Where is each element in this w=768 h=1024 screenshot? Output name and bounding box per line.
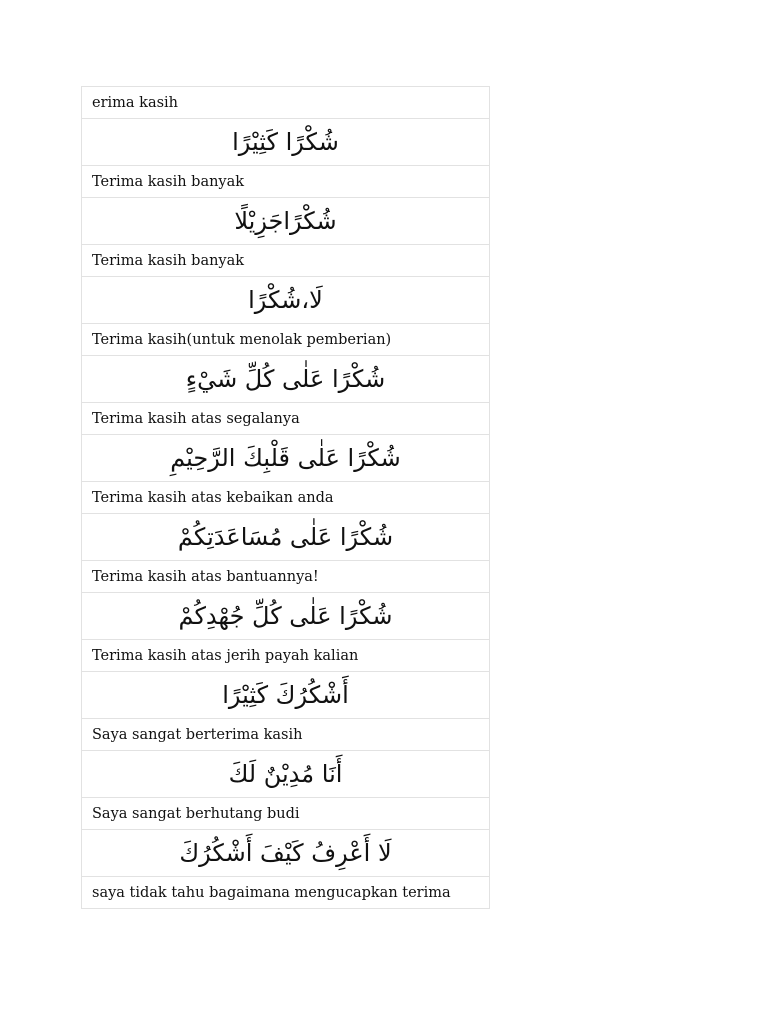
table-row [82,356,490,403]
latin-phrase: saya tidak tahu bagaimana mengucapkan terima [82,877,490,909]
latin-phrase: Terima kasih atas bantuannya! [82,561,490,593]
latin-phrase: erima kasih [82,87,490,119]
arabic-phrase: شُكْرًا كَثِيْرًا [82,119,490,166]
latin-phrase: Terima kasih atas segalanya [82,403,490,435]
table-row [82,561,490,593]
arabic-phrase: أَشْكُرُكَ كَثِيْرًا [82,672,490,719]
latin-phrase: Terima kasih banyak [82,245,490,277]
table-row [82,166,490,198]
table-row [82,640,490,672]
table-row [82,798,490,830]
table-row [82,593,490,640]
table-row [82,482,490,514]
latin-phrase: Saya sangat berterima kasih [82,719,490,751]
arabic-phrase: أَنَا مُدِيْنٌ لَكَ [82,751,490,798]
arabic-phrase: شُكْرًا عَلٰى كُلِّ شَيْءٍ [82,356,490,403]
latin-phrase: Saya sangat berhutang budi [82,798,490,830]
phrase-table [81,86,490,909]
arabic-phrase: شُكْرًا عَلٰى مُسَاعَدَتِكُمْ [82,514,490,561]
table-row [82,119,490,166]
table-row [82,435,490,482]
table-row [82,87,490,119]
latin-phrase: Terima kasih atas kebaikan anda [82,482,490,514]
table-row [82,245,490,277]
table-row [82,277,490,324]
arabic-phrase: شُكْرًا عَلٰى قَلْبِكَ الرَّحِيْمِ [82,435,490,482]
latin-phrase: Terima kasih banyak [82,166,490,198]
latin-phrase: Terima kasih atas jerih payah kalian [82,640,490,672]
table-row [82,830,490,877]
table-row [82,403,490,435]
table-row [82,324,490,356]
table-row [82,751,490,798]
table-row [82,719,490,751]
table-row [82,514,490,561]
table-row [82,198,490,245]
latin-phrase: Terima kasih(untuk menolak pemberian) [82,324,490,356]
table-row [82,672,490,719]
arabic-phrase: لَا أَعْرِفُ كَيْفَ أَشْكُرُكَ [82,830,490,877]
arabic-phrase: لَا،شُكْرًا [82,277,490,324]
arabic-phrase: شُكْرًاجَزِيْلًا [82,198,490,245]
arabic-phrase: شُكْرًا عَلٰى كُلِّ جُهْدِكُمْ [82,593,490,640]
table-row [82,877,490,909]
